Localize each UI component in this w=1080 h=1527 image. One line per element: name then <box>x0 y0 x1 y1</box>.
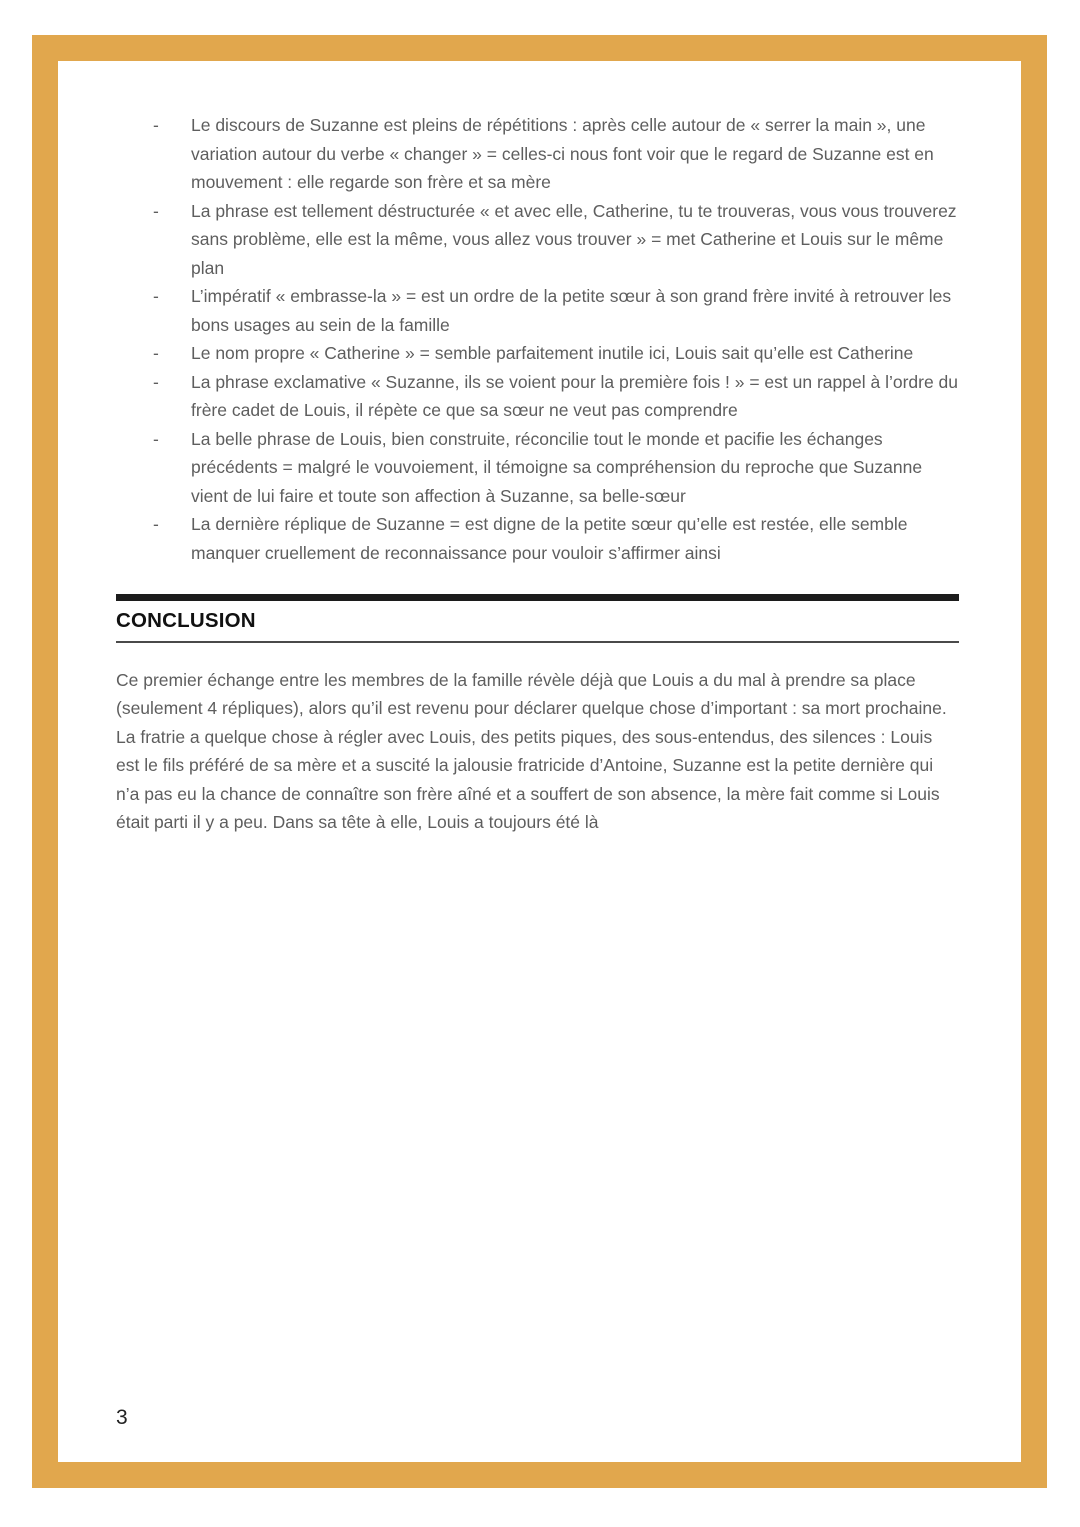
page-frame <box>32 35 1047 1488</box>
list-item-text: La dernière réplique de Suzanne = est digne de la petite sœur qu’elle est restée, elle semble manquer cruellement de reconnaissance pour vouloir s’affirmer ainsi <box>191 514 908 563</box>
page-number: 3 <box>116 1405 128 1429</box>
analysis-list <box>116 111 959 567</box>
bullet-dash: - <box>153 115 159 135</box>
bullet-dash: - <box>153 371 159 392</box>
list-item <box>116 510 959 567</box>
list-item-text: La belle phrase de Louis, bien construite, réconcilie tout le monde et pacifie les échanges précédents = malgré le vouvoiement, il témoigne sa compréhension du reproche que Suzanne vient de lui faire et toute son affection à Suzanne, sa belle-sœur <box>191 428 923 506</box>
conclusion-section-header <box>116 594 959 643</box>
list-item-text: Le nom propre « Catherine » = semble parfaitement inutile ici, Louis sait qu’elle est Catherine <box>191 343 914 363</box>
bullet-dash: - <box>153 343 159 363</box>
bullet-dash: - <box>153 514 159 534</box>
bullet-dash: - <box>153 286 159 306</box>
list-item-text: La phrase est tellement déstructurée « et avec elle, Catherine, tu te trouveras, vous vous trouverez sans problème, elle est la même, vous allez vous trouver » = met Catherine et Louis sur le même plan <box>191 200 957 278</box>
list-item <box>116 368 959 425</box>
list-item-text: L’impératif « embrasse-la » = est un ordre de la petite sœur à son grand frère invité à retrouver les bons usages au sein de la famille <box>191 286 952 335</box>
list-item <box>116 111 959 197</box>
list-item <box>116 197 959 283</box>
conclusion-heading: CONCLUSION <box>116 609 256 632</box>
list-item-text: Le discours de Suzanne est pleins de répétitions : après celle autour de « serrer la main », une variation autour du verbe « changer » = celles-ci nous font voir que le regard de Suzanne est en mouvement : elle regarde son frère et sa mère <box>191 115 934 192</box>
list-item-text: La phrase exclamative « Suzanne, ils se voient pour la première fois ! » = est un rappel à l’ordre du frère cadet de Louis, il répète ce que sa sœur ne veut pas comprendre <box>191 371 959 420</box>
bullet-dash: - <box>153 428 159 449</box>
bullet-dash: - <box>153 200 159 221</box>
list-item <box>116 339 959 368</box>
conclusion-paragraph: Ce premier échange entre les membres de la famille révèle déjà que Louis a du mal à prendre sa place (seulement 4 répliques), alors qu’il est revenu pour déclarer quelque chose d’important : sa mort prochaine. La fratrie a quelque chose à régler avec Louis, des petits piques, des sous-entendus, des silences : Louis est le fils préféré de sa mère et a suscité la jalousie fratricide d’Antoine, Suzanne est la petite dernière qui n’a pas eu la chance de connaître son frère aîné et a souffert de son absence, la mère fait comme si Louis était parti il y a peu. Dans sa tête à elle, Louis a toujours été là <box>116 669 947 832</box>
list-item <box>116 282 959 339</box>
page-content <box>58 61 1021 1462</box>
list-item <box>116 425 959 511</box>
